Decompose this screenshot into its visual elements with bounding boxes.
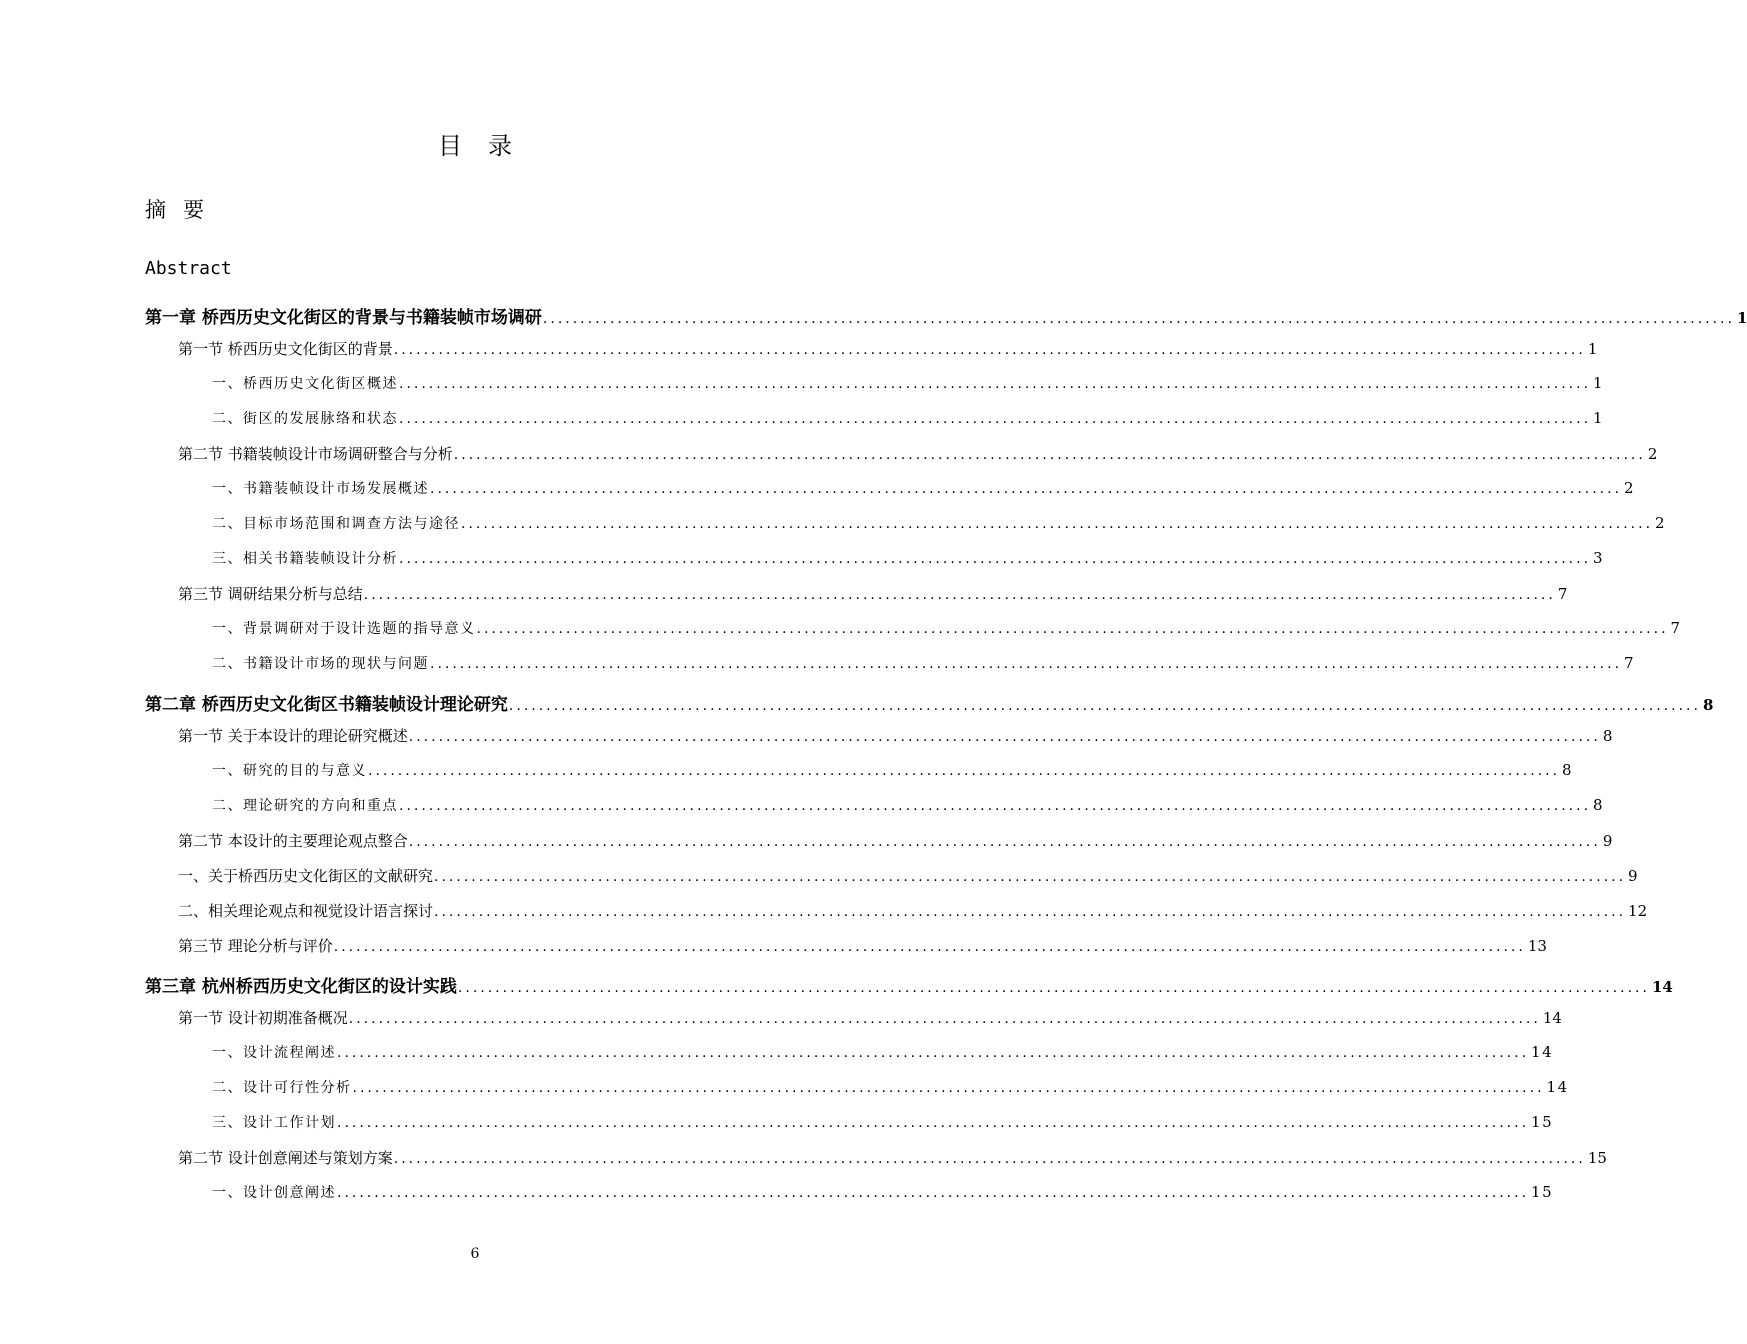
toc-entry-title: 第三节 理论分析与评价 [178,937,333,955]
toc-dot-leader: ................................................................................................................................................................ [508,698,1701,714]
toc-dot-leader: ................................................................................................................................................................ [333,939,1526,955]
toc-entry[interactable] [178,900,1648,930]
toc-entry-page: 8 [1602,727,1613,745]
page-title: 目录 [438,132,538,160]
toc-entry-page: 13 [1527,937,1547,955]
toc-entry-page: 2 [1624,479,1636,497]
toc-dot-leader: ................................................................................................................................................................ [453,447,1646,463]
toc-entry[interactable] [212,1112,1554,1142]
toc-dot-leader: ................................................................................................................................................................ [461,516,1654,532]
toc-entry-page: 15 [1531,1183,1554,1201]
toc-entry-page: 7 [1557,585,1568,603]
toc-entry[interactable] [178,338,1598,368]
toc-dot-leader: ................................................................................................................................................................ [348,1011,1541,1027]
toc-entry[interactable] [212,618,1682,648]
toc-entry-page: 14 [1651,978,1673,996]
toc-entry-title: 第二章 桥西历史文化街区书籍装帧设计理论研究 [145,695,508,715]
toc-dot-leader: ................................................................................................................................................................ [399,411,1592,427]
toc-entry[interactable] [212,478,1636,508]
toc-dot-leader: ................................................................................................................................................................ [368,763,1561,779]
toc-entry[interactable] [178,1007,1562,1037]
toc-entry-title: 三、设计工作计划 [212,1115,336,1131]
toc-dot-leader: ................................................................................................................................................................ [399,551,1592,567]
toc-dot-leader: ................................................................................................................................................................ [457,980,1650,996]
toc-entry[interactable] [212,1182,1554,1212]
toc-entry-page: 8 [1702,696,1714,714]
toc-entry-title: 第一节 关于本设计的理论研究概述 [178,727,408,745]
toc-dot-leader: ................................................................................................................................................................ [399,798,1592,814]
toc-entry-title: 第二节 书籍装帧设计市场调研整合与分析 [178,445,453,463]
toc-entry-page: 12 [1628,902,1648,920]
toc-entry-page: 9 [1602,832,1613,850]
toc-entry-title: 第三章 杭州桥西历史文化街区的设计实践 [145,977,457,997]
toc-entry-title: 一、书籍装帧设计市场发展概述 [212,481,429,497]
toc-entry-page: 14 [1531,1043,1554,1061]
toc-dot-leader: ................................................................................................................................................................ [408,729,1601,745]
toc-entry[interactable] [145,972,1673,1002]
toc-dot-leader: ................................................................................................................................................................ [476,621,1669,637]
toc-entry-title: 第一章 桥西历史文化街区的背景与书籍装帧市场调研 [145,308,542,328]
toc-entry[interactable] [212,653,1636,683]
toc-entry-page: 7 [1624,654,1636,672]
toc-entry-title: 第二节 设计创意阐述与策划方案 [178,1149,393,1167]
toc-entry-page: 2 [1655,514,1667,532]
toc-dot-leader: ................................................................................................................................................................ [430,656,1623,672]
toc-dot-leader: ................................................................................................................................................................ [337,1045,1530,1061]
toc-dot-leader: ................................................................................................................................................................ [542,311,1735,327]
toc-dot-leader: ................................................................................................................................................................ [337,1115,1530,1131]
toc-entry[interactable] [178,583,1568,613]
toc-dot-leader: ................................................................................................................................................................ [399,376,1592,392]
toc-entry-page: 14 [1546,1078,1569,1096]
toc-entry-title: 一、设计流程阐述 [212,1045,336,1061]
abstract-en-heading: Abstract [145,258,232,279]
toc-entry[interactable] [178,865,1638,895]
toc-entry[interactable] [212,1077,1569,1107]
toc-entry-title: 二、街区的发展脉络和状态 [212,411,398,427]
toc-entry[interactable] [145,690,1714,720]
toc-entry-title: 二、相关理论观点和视觉设计语言探讨 [178,902,434,920]
toc-entry-title: 一、关于桥西历史文化街区的文献研究 [178,867,434,885]
toc-entry[interactable] [212,548,1605,578]
toc-entry-title: 第一节 桥西历史文化街区的背景 [178,340,393,358]
toc-entry-page: 15 [1587,1149,1607,1167]
toc-entry[interactable] [212,760,1574,790]
toc-entry-page: 15 [1531,1113,1554,1131]
page-number: 6 [470,1246,480,1262]
toc-entry[interactable] [212,513,1667,543]
toc-entry-title: 三、相关书籍装帧设计分析 [212,551,398,567]
toc-entry[interactable] [212,1042,1554,1072]
toc-dot-leader: ................................................................................................................................................................ [337,1185,1530,1201]
toc-entry-page: 9 [1628,867,1638,885]
toc-entry-title: 第三节 调研结果分析与总结 [178,585,363,603]
toc-entry-title: 二、目标市场范围和调查方法与途径 [212,516,460,532]
toc-entry[interactable] [212,795,1605,825]
toc-entry-page: 1 [1736,309,1747,327]
toc-entry[interactable] [178,830,1613,860]
toc-entry-title: 二、书籍设计市场的现状与问题 [212,656,429,672]
toc-entry-page: 1 [1593,409,1605,427]
toc-entry-page: 8 [1593,796,1605,814]
toc-dot-leader: ................................................................................................................................................................ [434,869,1627,885]
toc-entry[interactable] [178,443,1658,473]
toc-dot-leader: ................................................................................................................................................................ [408,834,1601,850]
toc-entry-title: 一、桥西历史文化街区概述 [212,376,398,392]
toc-entry-page: 7 [1670,619,1682,637]
toc-entry[interactable] [145,303,1747,333]
toc-entry-title: 第二节 本设计的主要理论观点整合 [178,832,408,850]
toc-dot-leader: ................................................................................................................................................................ [434,904,1627,920]
toc-entry-page: 3 [1593,549,1605,567]
toc-entry-page: 1 [1593,374,1605,392]
toc-dot-leader: ................................................................................................................................................................ [393,342,1586,358]
toc-entry-title: 第一节 设计初期准备概况 [178,1009,348,1027]
toc-entry-page: 8 [1562,761,1574,779]
toc-entry[interactable] [178,725,1613,755]
toc-entry[interactable] [178,935,1547,965]
toc-dot-leader: ................................................................................................................................................................ [430,481,1623,497]
toc-entry-page: 2 [1647,445,1658,463]
toc-entry[interactable] [212,408,1605,438]
toc-entry-title: 二、设计可行性分析 [212,1080,352,1096]
toc-entry[interactable] [178,1147,1607,1177]
toc-entry-page: 14 [1542,1009,1562,1027]
toc-entry-page: 1 [1587,340,1598,358]
toc-entry[interactable] [212,373,1605,403]
toc-entry-title: 二、理论研究的方向和重点 [212,798,398,814]
toc-dot-leader: ................................................................................................................................................................ [363,587,1556,603]
toc-entry-title: 一、背景调研对于设计选题的指导意义 [212,621,476,637]
toc-dot-leader: ................................................................................................................................................................ [352,1080,1545,1096]
abstract-cn-heading: 摘要 [145,198,221,222]
toc-entry-title: 一、设计创意阐述 [212,1185,336,1201]
toc-entry-title: 一、研究的目的与意义 [212,763,367,779]
toc-dot-leader: ................................................................................................................................................................ [393,1151,1586,1167]
